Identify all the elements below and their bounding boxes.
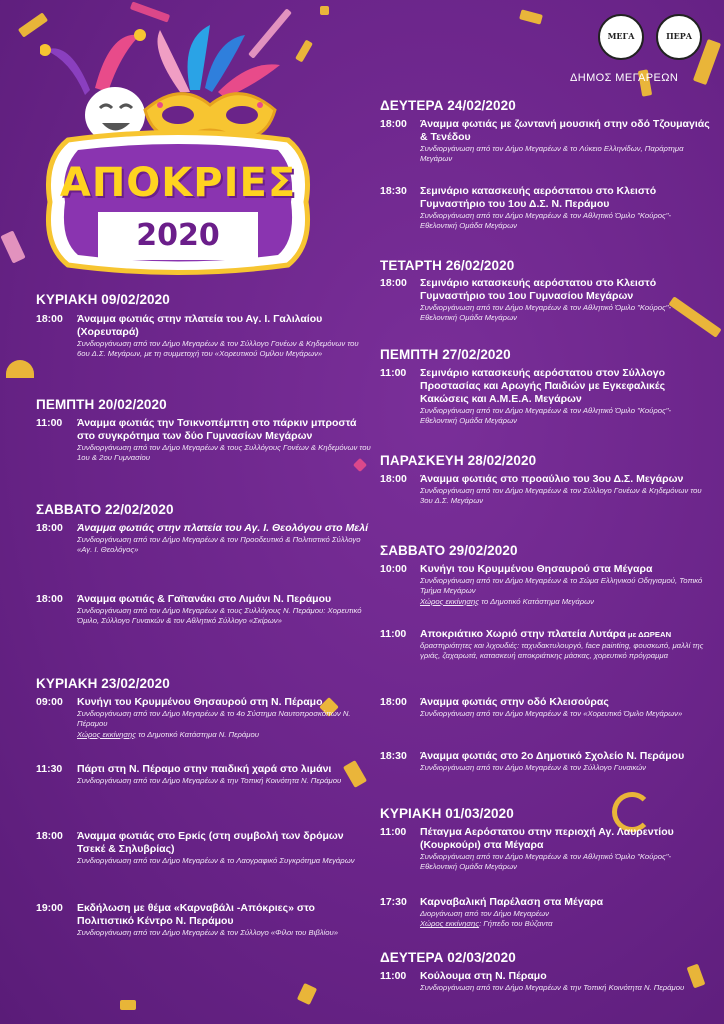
day-heading: ΔΕΥΤΕΡΑ 02/03/2020 [380,950,516,965]
day-heading: ΣΑΒΒΑΤΟ 29/02/2020 [380,543,518,558]
event-start-location [77,730,371,740]
event-time: 18:30 [380,185,407,197]
confetti-piece [297,983,317,1005]
seal-text-left: ΜΕΓΑ [607,31,635,41]
event-item [380,473,710,507]
event-item [36,522,371,556]
event-item [380,896,710,930]
day-heading: ΠΕΜΠΤΗ 20/02/2020 [36,397,167,412]
start-location-label: Χώρος εκκίνησης [77,729,137,739]
event-time: 18:00 [380,696,407,708]
start-location-place: το Δημοτικό Κατάστημα Ν. Περάμου [136,729,259,739]
event-title: Κυνήγι του Κρυμμένου Θησαυρού στη Ν. Πέραμο [77,696,323,708]
event-title: Άναμμα φωτιάς την Τσικνοπέμπτη στο πάρκιν μπροστά στο συγκρότημα των δύο Γυμνασίων Μεγάρων [77,417,357,442]
event-item [36,696,371,740]
confetti-piece [0,230,25,263]
event-item [380,277,710,324]
event-item [380,970,710,993]
event-description: Συνδιοργάνωση από τον Δήμο Μεγαρέων & τον Αθλητικό Όμιλο "Κούρος"- Εθελοντική Ομάδα Μεγάρων [420,303,672,323]
event-time: 18:00 [36,830,63,842]
jester-hat-icon [40,29,146,95]
feather-icon [158,25,281,98]
event-title: Άναμμα φωτιάς στο Ερκίς (στη συμβολή των δρόμων Τσεκέ & Σηλυβρίας) [77,830,344,855]
event-description: Συνδιοργάνωση από τον Δήμο Μεγαρέων & τον Σύλλογο Γονέων & Κηδεμόνων του 6ου Δ.Σ. Μεγάρων, με τη συμμετοχή του «Χορευτικού Ομίλου Μεγάρων» [77,339,359,359]
confetti-piece [320,6,329,15]
event-description: Συνδιοργάνωση από τον Δήμο Μεγαρέων & τον Σύλλογο Γυναικών [420,763,647,772]
event-time: 18:00 [380,118,407,130]
start-location-label: Χώρος εκκίνησης [420,596,480,606]
poster-year: 2020 [136,218,220,253]
event-item [380,750,710,773]
free-entry-note: με ΔΩΡΕΑΝ [625,630,672,639]
event-time: 11:00 [36,417,63,429]
event-title: Άναμμα φωτιάς στην πλατεία του Αγ. Ι. Γαλιλαίου (Χορευταρά) [77,313,323,338]
event-item [380,118,710,165]
confetti-piece [120,1000,136,1010]
title-plaque [38,130,318,275]
event-item [380,628,710,662]
event-title: Καρναβαλική Παρέλαση στα Μέγαρα [420,896,604,908]
event-title: Άναμμα φωτιάς με ζωντανή μουσική στην οδό Τζουμαγιάς & Τενέδου [420,118,710,143]
event-description: δραστηριότητες και λιχουδιές: ταχυδακτυλουργό, face painting, φουσκωτό, μαλλί της γριάς, ζαχαρωτά, κατασκευή αποκριάτικης μάσκας, χορευτικό πρόγραμμα [420,641,704,661]
event-start-location [420,597,710,607]
event-description: Συνδιοργάνωση από τον Δήμο Μεγαρέων & τον Σύλλογο «Φίλοι του Βιβλίου» [77,928,339,937]
event-item [36,417,371,464]
day-heading: ΣΑΒΒΑΤΟ 22/02/2020 [36,502,174,517]
event-description: Συνδιοργάνωση από τον Δήμο Μεγαρέων & τους Συλλόγους Ν. Περάμου: Χορευτικό Όμιλο, Σύλλογο Γυναικών & τον Αθλητικό Σύλλογο «Σκίρων» [77,606,362,626]
confetti-piece [519,9,543,24]
event-title: Σεμινάριο κατασκευής αερόστατου στον Σύλλογο Προστασίας και Αρωγής Παιδιών με Εγκεφαλικές Κακώσεις και Α.Μ.Ε.Α. Μεγάρων [420,367,666,405]
municipal-seal-icon [598,14,644,60]
day-heading: ΠΕΜΠΤΗ 27/02/2020 [380,347,511,362]
day-heading: ΚΥΡΙΑΚΗ 01/03/2020 [380,806,514,821]
event-title: Πέταγμα Αερόστατου στην περιοχή Αγ. Λαυρεντίου (Κουρκούρι) στα Μέγαρα [420,826,674,851]
event-description: Συνδιοργάνωση από τον Δήμο Μεγαρέων & τον Αθλητικό Όμιλο "Κούρος"- Εθελοντική Ομάδα Μεγάρων [420,211,672,231]
event-time: 18:30 [380,750,407,762]
event-title: Άναμμα φωτιάς στο 2ο Δημοτικό Σχολείο Ν. Περάμου [420,750,685,762]
event-time: 19:00 [36,902,63,914]
event-item [380,367,710,427]
event-description: Συνδιοργάνωση από τον Δήμο Μεγαρέων & το Σώμα Ελληνικού Οδηγισμού, Τοπικό Τμήμα Μεγάρων [420,576,703,596]
event-item [36,313,371,360]
municipality-name: ΔΗΜΟΣ ΜΕΓΑΡΕΩΝ [570,72,679,84]
event-item [380,696,710,719]
event-description: Συνδιοργάνωση από τον Δήμο Μεγαρέων & τον Σύλλογο Γονέων & Κηδεμόνων του 3ου Δ.Σ. Μεγάρων [420,486,702,506]
event-time: 18:00 [36,522,63,534]
confetti-piece [6,360,34,378]
event-description: Συνδιοργάνωση από τον Δήμο Μεγαρέων & τους Συλλόγους Γονέων & Κηδεμόνων του 1ου & 2ου Γυμνασίου [77,443,371,463]
event-description: Διοργάνωση από τον Δήμο Μεγαρέων [420,909,549,918]
event-time: 18:00 [380,473,407,485]
event-description: Συνδιοργάνωση από τον Δήμο Μεγαρέων & το Λύκειο Ελληνίδων, Παράρτημα Μεγάρων [420,144,684,164]
event-item [380,826,710,873]
event-time: 09:00 [36,696,63,708]
start-location-place: : Γήπεδο του Βύζαντα [479,919,553,929]
municipality-logos [564,14,714,94]
seal-text-right: ΠΕΡΑ [666,31,692,41]
event-title: Σεμινάριο κατασκευής αερόστατου στο Κλειστό Γυμναστήριο του 1ου Δ.Σ. Ν. Περάμου [420,185,657,210]
event-title: Πάρτι στη Ν. Πέραμο στην παιδική χαρά στο λιμάνι [77,763,332,775]
event-item [36,763,371,786]
event-title: Εκδήλωση με θέμα «Καρναβάλι -Απόκριες» στο Πολιτιστικό Κέντρο Ν. Περάμου [77,902,315,927]
day-heading: ΤΕΤΑΡΤΗ 26/02/2020 [380,258,515,273]
event-time: 11:00 [380,367,407,379]
event-description: Συνδιοργάνωση από τον Δήμο Μεγαρέων & την Τοπική Κοινότητα Ν. Περάμου [420,983,685,992]
event-item [36,902,371,938]
event-time: 18:00 [36,593,63,605]
event-title-text: Αποκριάτικο Χωριό στην πλατεία Λυτάρα [420,628,626,640]
event-description: Συνδιοργάνωση από τον Δήμο Μεγαρέων & την Τοπική Κοινότητα Ν. Περάμου [77,776,342,785]
event-time: 11:00 [380,970,407,982]
municipal-seal-icon [656,14,702,60]
event-time: 10:00 [380,563,407,575]
event-item [380,563,710,607]
event-title: Άναμμα φωτιάς στο προαύλιο του 3ου Δ.Σ. Μεγάρων [420,473,684,485]
poster-title: ΑΠΟΚΡΙΕΣ [59,160,297,206]
event-description: Συνδιοργάνωση από τον Δήμο Μεγαρέων & τον Αθλητικό Όμιλο "Κούρος"- Εθελοντική Ομάδα Μεγάρων [420,852,672,872]
event-description: Συνδιοργάνωση από τον Δήμο Μεγαρέων & τον «Χορευτικό Όμιλο Μεγάρων» [420,709,683,718]
event-title: Άναμμα φωτιάς στην οδό Κλεισούρας [420,696,609,708]
event-time: 18:00 [380,277,407,289]
start-location-label: Χώρος εκκίνησης [420,919,480,929]
event-time: 11:00 [380,826,407,838]
day-heading: ΚΥΡΙΑΚΗ 23/02/2020 [36,676,170,691]
day-heading: ΚΥΡΙΑΚΗ 09/02/2020 [36,292,170,307]
start-location-place: το Δημοτικό Κατάστημα Μεγάρων [479,596,594,606]
event-title: Άναμμα φωτιάς & Γαϊτανάκι στο Λιμάνι Ν. Περάμου [77,593,332,605]
event-description: Συνδιοργάνωση από τον Δήμο Μεγαρέων & το 4ο Σύστημα Ναυτοπροσκόπων Ν. Πέραμου [77,709,351,729]
event-item [36,830,371,866]
event-title: Σεμινάριο κατασκευής αερόστατου στο Κλειστό Γυμναστήριο του 1ου Γυμνασίου Μεγάρων [420,277,657,302]
event-title [420,628,710,641]
event-title: Κυνήγι του Κρυμμένου Θησαυρού στα Μέγαρα [420,563,653,575]
event-time: 17:30 [380,896,407,908]
day-heading: ΠΑΡΑΣΚΕΥΗ 28/02/2020 [380,453,537,468]
event-start-location [420,919,710,929]
event-description: Συνδιοργάνωση από τον Δήμο Μεγαρέων & το Λαογραφικό Συγκρότημα Μεγάρων [77,856,355,865]
event-item [36,593,371,627]
event-title: Άναμμα φωτιάς στην πλατεία του Αγ. Ι. Θεολόγου στο Μελί [77,522,369,534]
day-heading: ΔΕΥΤΕΡΑ 24/02/2020 [380,98,516,113]
event-description: Συνδιοργάνωση από τον Δήμο Μεγαρέων & τον Προοδευτικό & Πολιτιστικό Σύλλογο «Αγ. Ι. Θεολόγος» [77,535,361,555]
event-time: 18:00 [36,313,63,325]
event-description: Συνδιοργάνωση από τον Δήμο Μεγαρέων & τον Αθλητικό Όμιλο "Κούρος"- Εθελοντική Ομάδα Μεγάρων [420,406,672,426]
event-title: Κούλουμα στη Ν. Πέραμο [420,970,547,982]
event-time: 11:30 [36,763,63,775]
event-time: 11:00 [380,628,407,640]
event-item [380,185,710,232]
